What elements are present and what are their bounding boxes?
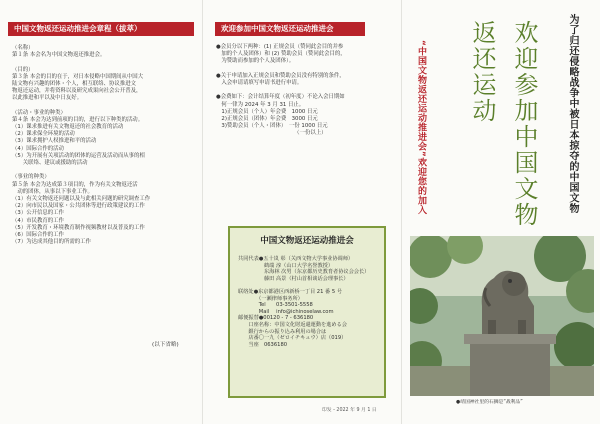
membership-line: 加的个人及团体）和 (2) 赞助会员（赞同此会目的， <box>216 51 346 58</box>
cover-slogan: “中国文物返还运动推进会”欢迎您的加入 <box>416 40 426 215</box>
membership-line: 3)赞助会员（个人・团体） 一份 1000 日元 <box>216 123 328 130</box>
photo-caption: ●靖国神社里的石狮是“战利品” <box>456 400 523 405</box>
charter-line: （事业的种类） <box>12 174 50 181</box>
charter-line: 陆文物有兴趣的团体・个人，相互联络、协议推进文 <box>12 80 136 87</box>
contact-line: 藤田 高景（村山首相谈话会理事长） <box>238 275 349 282</box>
charter-line: （目的） <box>12 66 34 73</box>
charter-line: （5）开发教育・环境教育制作视频教材以及普及的工作 <box>12 224 145 231</box>
membership-line: ●关于申请加入正规会员和赞助会员没有特别的条件， <box>216 72 345 79</box>
contact-line: Tel 03-3501-5558 <box>238 302 313 309</box>
charter-line: （名称） <box>12 45 34 51</box>
cover-title-line2: 返还运动 <box>468 20 496 124</box>
membership-header: 欢迎参加中国文物返还运动推进会 <box>215 22 365 36</box>
membership-line: 2)正规会员（团体）年会费 3000 日元 <box>216 115 318 122</box>
contact-box <box>228 226 386 398</box>
omitted-note: (以下省略) <box>152 342 179 348</box>
contact-box-title: 中国文物返还运动推进会 <box>260 236 354 246</box>
charter-line: 第５条 本会为达成第３项目的，作为有关文物返还活 <box>12 181 138 188</box>
charter-line: （1）课求推进有关文物返还的社会教育的活动 <box>12 124 124 131</box>
membership-line: ●会费如下：会计结算年度（初年度）不论入会日期如 <box>216 94 345 101</box>
charter-header: 中国文物返还运动推进会章程（拔萃） <box>8 22 194 36</box>
contact-box-text <box>238 256 369 348</box>
contact-line: 口座名称：中国文化財返還運動を進める会 <box>238 321 347 328</box>
charter-line <box>12 59 196 66</box>
contact-line: 联络处●东京都港区西新桥一丁目 21 番 5 号 <box>238 288 343 295</box>
cover-title-line1: 欢迎参加中国文物 <box>510 20 538 228</box>
contact-line: Mail info@ichinoselaw.com <box>238 308 334 315</box>
charter-line: （1）有关文物返还问题以及与此相关问题的研究调查工作 <box>12 195 151 202</box>
charter-line: 第４条 本会为达到前项的目的，进行以下种类的活动。 <box>12 116 144 123</box>
membership-line: 何一律为 2024 年 3 月 31 日止。 <box>216 101 305 108</box>
membership-line: 入会申请请填写申请书进行申请。 <box>216 79 303 86</box>
contact-line: 邮便振替●00120 - 7 - 636180 <box>238 315 314 322</box>
membership-line: 为赞助而参加的个人及团体）。 <box>216 58 295 65</box>
membership-line <box>216 66 398 73</box>
charter-line: 关联络、建议或援助的活动 <box>12 160 88 166</box>
charter-line: （2）向市民以及国家・公共团体等进行政策建议的工作 <box>12 203 145 210</box>
contact-line: 店番〇一九（ゼロイチキュウ）店（019） <box>238 335 347 342</box>
contact-line: 銀行からの振り込み利用の場合は <box>238 328 327 335</box>
charter-line: 以此推进和平以及中日友好。 <box>12 95 83 102</box>
charter-line: （7）为达成其他目的所需的工作 <box>12 239 91 246</box>
charter-line: （活动・事业的种类） <box>12 109 66 116</box>
contact-line: （一瀬律师事务所） <box>238 295 303 302</box>
charter-text <box>12 45 196 246</box>
stone-lion-illustration <box>410 236 594 396</box>
charter-line: 动的团体，从事以下事业工作。 <box>12 188 93 195</box>
membership-line: （一份以上） <box>216 130 327 137</box>
cover-annotation: 为了归还侵略战争中被日本掠夺的中国文物 <box>567 14 578 214</box>
stone-lion-photo <box>410 236 594 396</box>
contact-line: 当座 0636180 <box>238 341 288 348</box>
contact-line: 鹤端 淳（山口大学名誉教授） <box>238 262 334 269</box>
charter-line <box>12 103 196 110</box>
contact-line: 东海林 次男（东京都历史教育者协议会会长） <box>238 269 370 276</box>
charter-line: （4）国际合作的活动 <box>12 145 64 152</box>
fold-line-right <box>401 0 402 424</box>
contact-line: 共同代表●五十岚 彰（关西文物大学事业协调师） <box>238 256 354 262</box>
charter-line: （3）公开信息的工作 <box>12 210 64 217</box>
charter-line: （2）课求保全环境的活动 <box>12 131 75 138</box>
charter-line: 物返还运动，并将资料以及研究成果向社会公开普及， <box>12 88 142 95</box>
membership-line: ●会员分以下两种：(1) 正规会员（赞同此会目的并参 <box>216 44 344 50</box>
charter-line: （6）国际合作的工作 <box>12 231 64 238</box>
charter-line: （3）课求拥护人权推进和平的活动 <box>12 138 97 145</box>
charter-line: 第３条 本会的目的在于，对日本侵略中国期间从中国大 <box>12 73 144 80</box>
charter-line: （5）为开展有关项活动的团体的运营及活动而从事的相 <box>12 152 145 159</box>
membership-text <box>216 44 398 137</box>
print-date: 印发・2022 年 9 月 1 日 <box>322 408 377 413</box>
contact-line <box>238 282 369 289</box>
fold-line-left <box>202 0 203 424</box>
charter-line: （4）市民教育的工作 <box>12 217 64 224</box>
membership-line: 1)正规会员（个人）年会费 1000 日元 <box>216 108 318 115</box>
charter-line: 第１条 本会名为中国文物返还推进会。 <box>12 52 106 59</box>
